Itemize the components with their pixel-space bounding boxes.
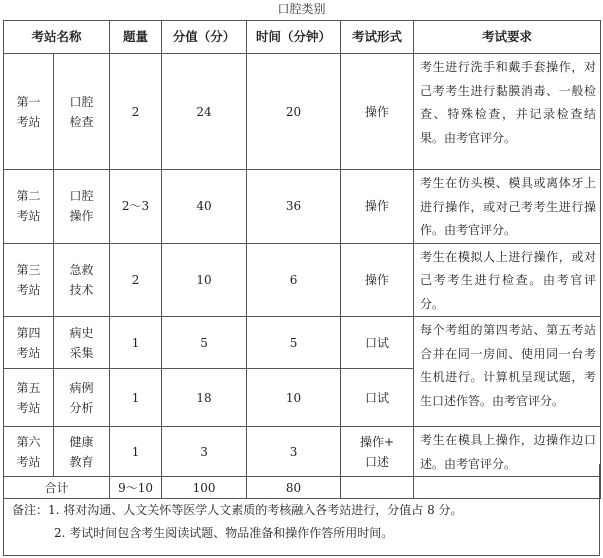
- station-count: 2: [110, 243, 162, 317]
- station-number: 第二 考站: [4, 170, 54, 244]
- station-number: 第三 考站: [4, 243, 54, 317]
- station-subject: 病史 采集: [54, 317, 110, 369]
- total-count: 9～10: [110, 477, 162, 499]
- station-requirement: 考生在仿头模、模具或离体牙上进行操作，或对己考考生进行操作。由考官评分。: [414, 170, 601, 244]
- station-form: 操作: [341, 54, 414, 170]
- station-score: 3: [162, 427, 247, 477]
- total-label: 合计: [4, 477, 110, 499]
- total-time: 80: [247, 477, 341, 499]
- station-number: 第一 考站: [4, 54, 54, 170]
- station-count: 1: [110, 369, 162, 427]
- header-score: 分值（分）: [162, 21, 247, 54]
- station-score: 24: [162, 54, 247, 170]
- station-subject: 健康 教育: [54, 427, 110, 477]
- header-time: 时间（分钟）: [247, 21, 341, 54]
- note-line-2: 2. 考试时间包含考生阅读试题、物品准备和操作作答所用时间。: [54, 526, 394, 540]
- header-station-name: 考站名称: [4, 21, 110, 54]
- station-requirement: 考生在模具上操作，边操作边口述。由考官评分。: [414, 427, 601, 477]
- exam-table: [3, 20, 601, 499]
- station-count: 2: [110, 54, 162, 170]
- station-requirement-merged: 每个考组的第四考站、第五考站合并在同一房间、使用同一台考生机进行。计算机呈现试题，考生口述作答。由考官评分。: [414, 317, 601, 427]
- station-time: 36: [247, 170, 341, 244]
- table-row: [4, 54, 601, 170]
- station-time: 20: [247, 54, 341, 170]
- station-time: 3: [247, 427, 341, 477]
- table-caption: 口腔类别: [277, 2, 326, 16]
- station-time: 10: [247, 369, 341, 427]
- station-time: 6: [247, 243, 341, 317]
- station-requirement: 考生在模拟人上进行操作，或对己考考生进行检查。由考官评分。: [414, 243, 601, 317]
- station-form: 操作+ 口述: [341, 427, 414, 477]
- station-form: 操作: [341, 170, 414, 244]
- table-row: [4, 317, 601, 369]
- total-score: 100: [162, 477, 247, 499]
- station-number: 第六 考站: [4, 427, 54, 477]
- station-score: 5: [162, 317, 247, 369]
- station-form: 操作: [341, 243, 414, 317]
- table-row: [4, 170, 601, 244]
- station-number: 第五 考站: [4, 369, 54, 427]
- station-score: 10: [162, 243, 247, 317]
- station-number: 第四 考站: [4, 317, 54, 369]
- notes-box: [3, 464, 600, 556]
- station-form: 口试: [341, 369, 414, 427]
- header-form: 考试形式: [341, 21, 414, 54]
- station-subject: 口腔 检查: [54, 54, 110, 170]
- header-requirement: 考试要求: [414, 21, 601, 54]
- station-count: 1: [110, 427, 162, 477]
- station-form: 口试: [341, 317, 414, 369]
- station-subject: 病例 分析: [54, 369, 110, 427]
- table-row: [4, 243, 601, 317]
- station-score: 18: [162, 369, 247, 427]
- station-subject: 口腔 操作: [54, 170, 110, 244]
- station-time: 5: [247, 317, 341, 369]
- station-count: 1: [110, 317, 162, 369]
- note-line-1: 备注：1. 将对沟通、人文关怀等医学人文素质的考核融入各考站进行，分值占 8 分。: [12, 503, 463, 517]
- table-header-row: [4, 21, 601, 54]
- station-subject: 急救 技术: [54, 243, 110, 317]
- station-requirement: 考生进行洗手和戴手套操作，对己考考生进行黏膜消毒、一般检查、特殊检查，并记录检查结果。由考官评分。: [414, 54, 601, 170]
- header-count: 题量: [110, 21, 162, 54]
- station-count: 2～3: [110, 170, 162, 244]
- station-score: 40: [162, 170, 247, 244]
